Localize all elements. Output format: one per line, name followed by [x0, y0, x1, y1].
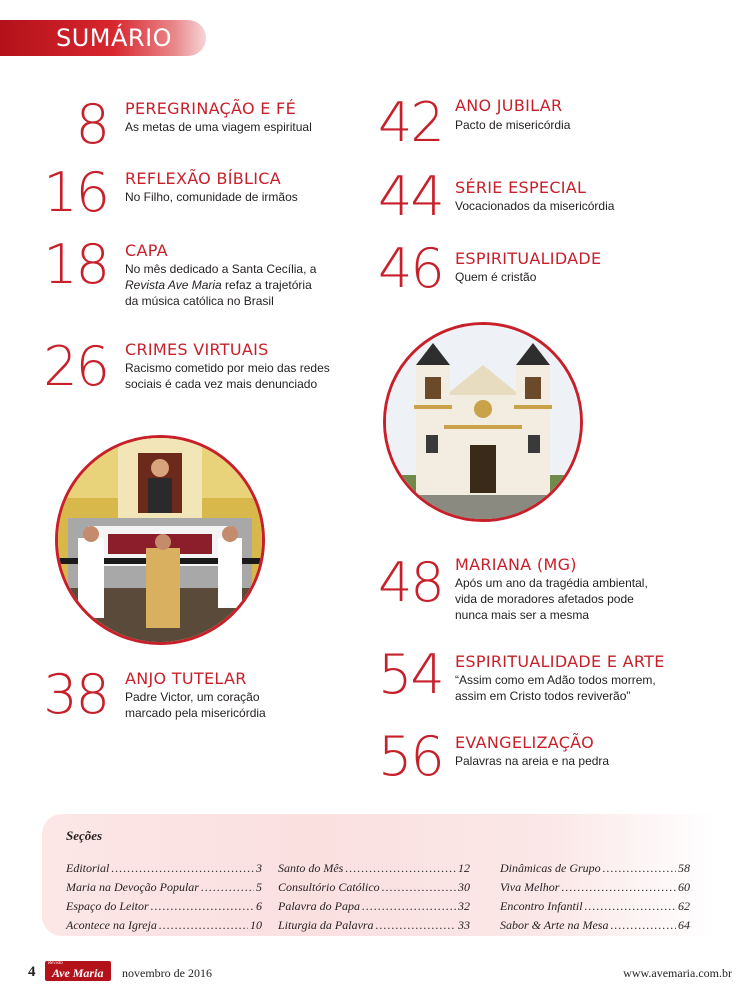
magazine-logo-text: Ave Maria: [52, 966, 104, 980]
entry-desc-capa-line2: [125, 277, 312, 293]
secao-item[interactable]: [278, 897, 470, 916]
secao-page: 5: [256, 880, 262, 894]
secao-label: Consultório Católico: [278, 880, 380, 894]
entry-title-reflexao[interactable]: REFLEXÃO BÍBLICA: [125, 169, 281, 188]
entry-desc-espiritualidade: Quem é cristão: [455, 270, 537, 284]
secao-page: 30: [458, 880, 470, 894]
secao-item[interactable]: [500, 916, 690, 935]
secoes-title: Seções: [66, 828, 103, 843]
dot-leader: [585, 897, 676, 916]
entry-title-serie-especial[interactable]: SÉRIE ESPECIAL: [455, 178, 587, 197]
entry-number-54: 54: [378, 643, 443, 706]
secao-item[interactable]: [500, 897, 690, 916]
secao-label: Dinâmicas de Grupo: [500, 861, 601, 875]
secao-page: 12: [458, 861, 470, 875]
entry-number-18: 18: [43, 233, 108, 296]
entry-desc-espiritualidade-arte-line1: “Assim como em Adão todos morrem,: [455, 673, 656, 687]
secoes-column-2: [278, 859, 470, 935]
entry-desc-capa-line2-rest: refaz a trajetória: [221, 278, 312, 292]
entry-desc-anjo-line2: marcado pela misericórdia: [125, 706, 266, 720]
photo-padre-victor: [55, 435, 265, 645]
dot-leader: [561, 878, 676, 897]
entry-number-42: 42: [378, 91, 443, 154]
secao-item[interactable]: [66, 916, 262, 935]
secao-label: Espaço do Leitor: [66, 899, 149, 913]
entry-desc-mariana-line1: Após um ano da tragédia ambiental,: [455, 576, 648, 590]
secao-item[interactable]: [66, 859, 262, 878]
secao-page: 62: [678, 899, 690, 913]
entry-number-56: 56: [378, 725, 443, 788]
entry-title-anjo[interactable]: ANJO TUTELAR: [125, 669, 247, 688]
secao-label: Maria na Devoção Popular: [66, 880, 199, 894]
entry-number-38: 38: [43, 663, 108, 726]
secao-item[interactable]: [66, 878, 262, 897]
entry-desc-espiritualidade-arte-line2: assim em Cristo todos reviverão”: [455, 689, 631, 703]
photo-igreja-mariana: [383, 322, 583, 522]
entry-desc-mariana-line2: vida de moradores afetados pode: [455, 592, 634, 606]
secao-page: 33: [458, 918, 470, 932]
entry-title-peregrinacao[interactable]: PEREGRINAÇÃO E FÉ: [125, 99, 296, 118]
entry-number-26: 26: [43, 335, 108, 398]
entry-desc-serie-especial: Vocacionados da misericórdia: [455, 199, 615, 213]
secao-page: 64: [678, 918, 690, 932]
dot-leader: [603, 859, 676, 878]
entry-desc-evangelizacao: Palavras na areia e na pedra: [455, 754, 610, 768]
entry-title-ano-jubilar[interactable]: ANO JUBILAR: [455, 96, 563, 115]
entry-number-46: 46: [378, 237, 443, 300]
entry-title-crimes[interactable]: CRIMES VIRTUAIS: [125, 340, 269, 359]
secao-page: 60: [678, 880, 690, 894]
secao-label: Sabor & Arte na Mesa: [500, 918, 609, 932]
secao-page: 6: [256, 899, 262, 913]
dot-leader: [159, 916, 248, 935]
magazine-logo-small-text: Revista: [48, 961, 63, 966]
entry-title-espiritualidade-arte[interactable]: ESPIRITUALIDADE E ARTE: [455, 652, 665, 671]
dot-leader: [362, 897, 456, 916]
secao-label: Palavra do Papa: [278, 899, 360, 913]
secao-item[interactable]: [278, 859, 470, 878]
entry-title-espiritualidade[interactable]: ESPIRITUALIDADE: [455, 249, 602, 268]
entry-desc-reflexao: No Filho, comunidade de irmãos: [125, 190, 298, 204]
secao-item[interactable]: [500, 859, 690, 878]
photo-igreja-mariana-illustration: [386, 325, 580, 519]
secao-label: Encontro Infantil: [500, 899, 583, 913]
entry-number-44: 44: [378, 165, 443, 228]
entry-desc-crimes-line1: Racismo cometido por meio das redes: [125, 361, 330, 375]
secao-label: Acontece na Igreja: [66, 918, 157, 932]
secao-label: Editorial: [66, 861, 110, 875]
secao-item[interactable]: [500, 878, 690, 897]
entry-desc-peregrinacao: As metas de uma viagem espiritual: [125, 120, 312, 134]
entry-number-8: 8: [75, 93, 108, 156]
entry-title-evangelizacao[interactable]: EVANGELIZAÇÃO: [455, 733, 595, 752]
page-number: 4: [28, 964, 36, 980]
secoes-column-1: [66, 859, 262, 935]
entry-title-mariana[interactable]: MARIANA (MG): [455, 555, 577, 574]
issue-date: novembro de 2016: [122, 966, 212, 980]
entry-desc-ano-jubilar: Pacto de misericórdia: [455, 118, 571, 132]
page-title: SUMÁRIO: [56, 24, 173, 52]
secao-page: 10: [250, 918, 262, 932]
dot-leader: [345, 859, 456, 878]
secao-label: Viva Melhor: [500, 880, 560, 894]
entry-desc-capa-line3: da música católica no Brasil: [125, 294, 274, 308]
entry-title-capa[interactable]: CAPA: [125, 241, 168, 260]
secao-label: Santo do Mês: [278, 861, 344, 875]
entry-desc-crimes-line2: sociais é cada vez mais denunciado: [125, 377, 318, 391]
photo-padre-victor-illustration: [58, 438, 262, 642]
entry-desc-mariana-line3: nunca mais ser a mesma: [455, 608, 590, 622]
entry-number-48: 48: [378, 551, 443, 614]
dot-leader: [151, 897, 254, 916]
secoes-column-3: [500, 859, 690, 935]
entry-desc-capa-line1: No mês dedicado a Santa Cecília, a: [125, 262, 317, 276]
dot-leader: [376, 916, 456, 935]
secao-item[interactable]: [66, 897, 262, 916]
secao-page: 3: [256, 861, 262, 875]
entry-number-16: 16: [43, 161, 108, 224]
dot-leader: [382, 878, 456, 897]
website-link[interactable]: www.avemaria.com.br: [623, 966, 732, 980]
dot-leader: [610, 916, 676, 935]
dot-leader: [201, 878, 254, 897]
secao-page: 32: [458, 899, 470, 913]
dot-leader: [111, 859, 254, 878]
secao-item[interactable]: [278, 916, 470, 935]
entry-desc-anjo-line1: Padre Victor, um coração: [125, 690, 260, 704]
magazine-name: Revista Ave Maria: [125, 278, 222, 292]
secao-label: Liturgia da Palavra: [278, 918, 374, 932]
secao-page: 58: [678, 861, 690, 875]
secao-item[interactable]: [278, 878, 470, 897]
